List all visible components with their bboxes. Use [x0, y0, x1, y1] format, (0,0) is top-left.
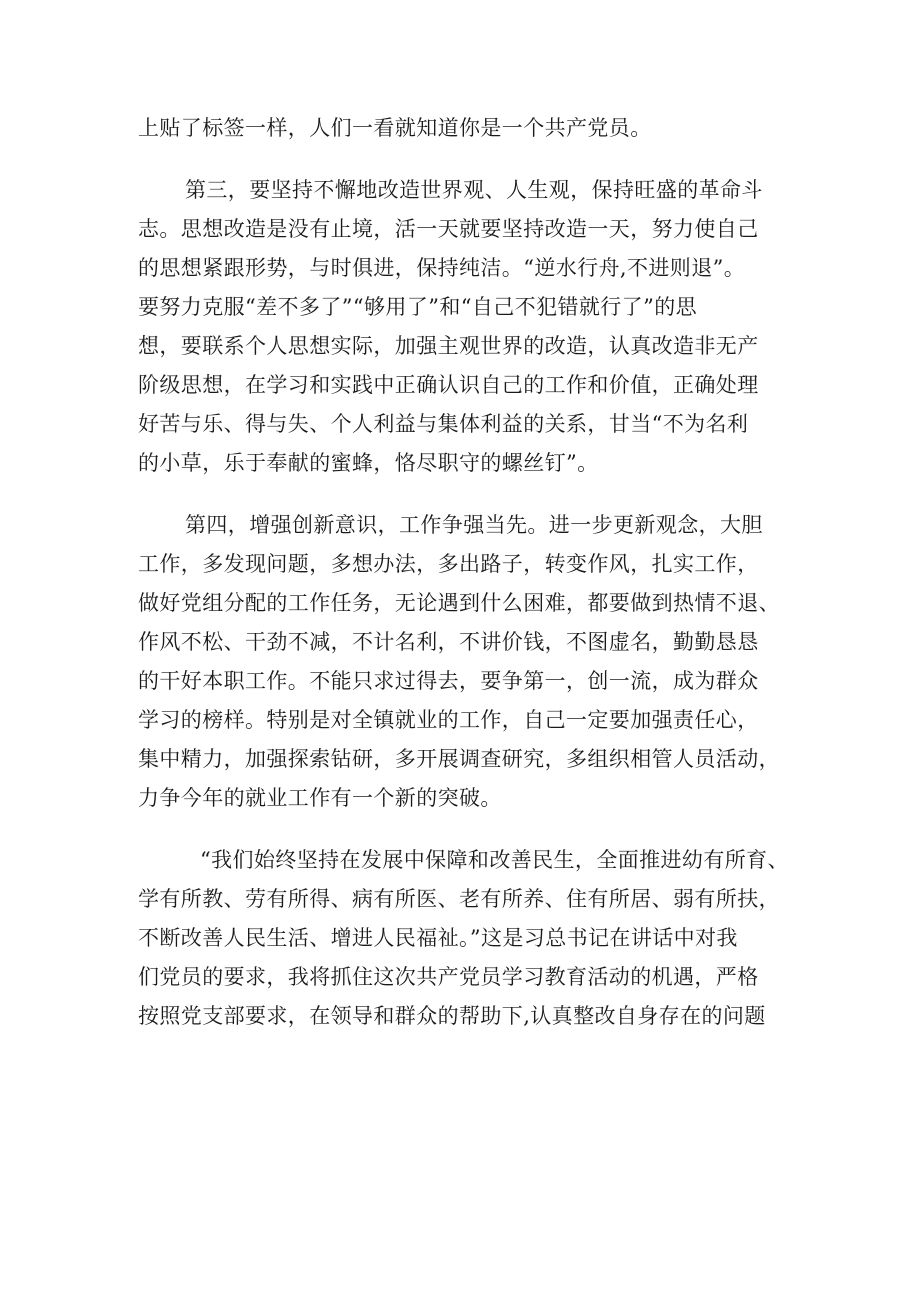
text-line: 工作，多发现问题，多想办法，多出路子，转变作风，扎实工作， — [138, 552, 759, 576]
text-line: 学习的榜样。特别是对全镇就业的工作，自己一定要加强责任心， — [138, 708, 759, 732]
text-line: 作风不松、干劲不减，不计名利，不讲价钱，不图虚名，勤勤恳恳 — [138, 630, 759, 654]
text-line: 的干好本职工作。不能只求过得去，要争第一，创一流，成为群众 — [138, 669, 759, 693]
paragraph — [138, 506, 818, 818]
text-line: 按照党支部要求，在领导和群众的帮助下,认真整改自身存在的问题 — [138, 1004, 766, 1028]
document-page — [138, 109, 818, 1059]
text-line: 做好党组分配的工作任务，无论遇到什么困难，都要做到热情不退、 — [138, 591, 780, 615]
text-line: 好苦与乐、得与失、个人利益与集体利益的关系，甘当“不为名利 — [138, 412, 749, 436]
text-line: 第三，要坚持不懈地改造世界观、人生观，保持旺盛的革命斗 — [185, 178, 763, 202]
text-line: 第四，增强创新意识，工作争强当先。进一步更新观念，大胆 — [185, 513, 763, 537]
text-line: 志。思想改造是没有止境，活一天就要坚持改造一天，努力使自己 — [138, 217, 759, 241]
paragraph — [138, 109, 818, 148]
text-line: 的小草，乐于奉献的蜜蜂，恪尽职守的螺丝钉”。 — [138, 451, 599, 475]
text-line: 的思想紧跟形势，与时俱进，保持纯洁。“逆水行舟,不进则退”。 — [138, 256, 746, 280]
text-line: “我们始终坚持在发展中保障和改善民生，全面推进幼有所育、 — [200, 848, 789, 872]
text-line: 想，要联系个人思想实际，加强主观世界的改造，认真改造非无产 — [138, 334, 759, 358]
text-line: 们党员的要求，我将抓住这次共产党员学习教育活动的机遇，严格 — [138, 965, 759, 989]
paragraph — [138, 171, 818, 483]
text-line: 上贴了标签一样，人们一看就知道你是一个共产党员。 — [138, 116, 652, 140]
text-line: 要努力克服“差不多了”“够用了”和“自己不犯错就行了”的思 — [138, 295, 698, 319]
text-line: 力争今年的就业工作有一个新的突破。 — [138, 786, 502, 810]
text-line: 集中精力，加强探索钻研，多开展调查研究，多组织相管人员活动， — [138, 747, 780, 771]
text-line: 不断改善人民生活、增进人民福祉。”这是习总书记在讲话中对我 — [138, 926, 738, 950]
paragraph — [138, 841, 818, 1036]
text-line: 阶级思想，在学习和实践中正确认识自己的工作和价值，正确处理 — [138, 373, 759, 397]
text-line: 学有所教、劳有所得、病有所医、老有所养、住有所居、弱有所扶， — [138, 887, 780, 911]
